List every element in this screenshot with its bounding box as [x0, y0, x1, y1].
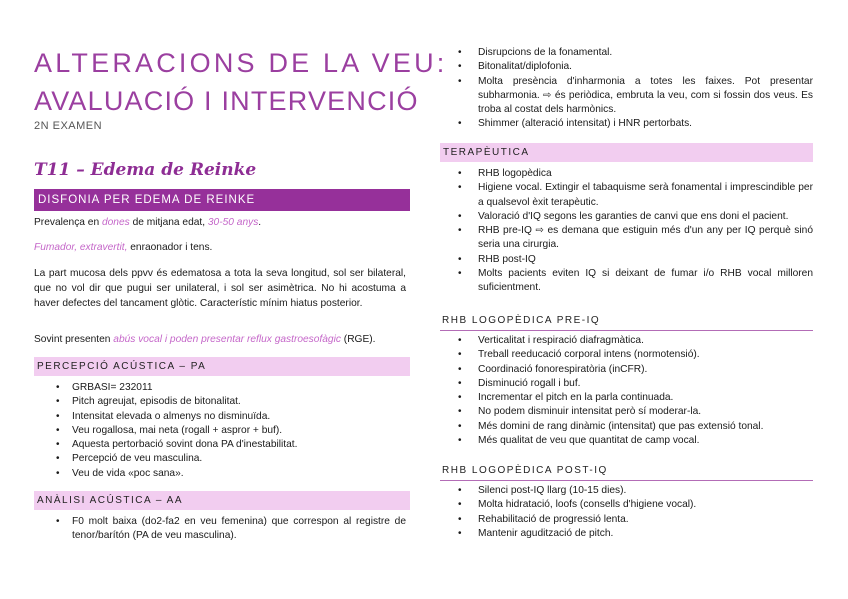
list-item: • Més domini de rang dinàmic (intensitat) que pas extensió tonal. — [440, 420, 813, 434]
text: Prevalença en — [34, 217, 102, 228]
page-title-line2: AVALUACIÓ I INTERVENCIÓ — [34, 86, 419, 116]
highlight-text: abús vocal i poden presentar reflux gastroesofàgic — [113, 334, 341, 345]
section-heading-pa: PERCEPCIÓ ACÚSTICA – PA — [34, 357, 410, 376]
list-pre-iq — [440, 334, 813, 448]
list-item: • Coordinació fonorespiratòria (inCFR). — [440, 363, 813, 377]
list-item: • Molts pacients eviten IQ si deixant de fumar i/o RHB vocal milloren suficientment. — [440, 267, 813, 296]
list-item: • RHB pre-IQ ⇨ es demana que estiguin més d'un any per IQ perquè sinó seria una cirurgia. — [440, 224, 813, 253]
list-item: • Molta hidratació, loofs (consells d'higiene vocal). — [440, 498, 813, 512]
list-item: • Aquesta pertorbació sovint dona PA d'inestabilitat. — [34, 438, 406, 452]
subtitle: 2N EXAMEN — [34, 120, 103, 132]
list-terapeutica — [440, 167, 813, 296]
section-heading-terapeutica: TERAPÈUTICA — [440, 143, 813, 162]
list-item: • Higiene vocal. Extingir el tabaquisme serà fonamental i imprescindible per a qualsevol èxit terapèutic. — [440, 181, 813, 210]
list-item: • Rehabilitació de progressió lenta. — [440, 513, 813, 527]
list-item: • Veu rogallosa, mai neta (rogall + aspror + buf). — [34, 424, 406, 438]
list-item: • RHB post-IQ — [440, 253, 813, 267]
list-item: • Bitonalitat/diplofonia. — [440, 60, 813, 74]
section-heading-disfonia: DISFONIA PER EDEMA DE REINKE — [34, 189, 410, 211]
highlight-text: Fumador, extravertit, — [34, 242, 128, 253]
paragraph-description: La part mucosa dels ppvv és edematosa a tota la seva longitud, sol ser bilateral, que no vol dir que pugui ser unilateral, i sol ser asimètrica. No hi acostuma a haver defectes del tancament glòtic. Característic mínim hiatus posterior. — [34, 268, 406, 309]
list-item: • Més qualitat de veu que quantitat de camp vocal. — [440, 434, 813, 448]
list-item: • Valoració d'IQ segons les garanties de canvi que ens doni el pacient. — [440, 210, 813, 224]
highlight-text: 30-50 anys — [207, 217, 259, 228]
list-item: • Verticalitat i respiració diafragmàtica. — [440, 334, 813, 348]
highlight-text: dones — [101, 217, 130, 228]
list-item: • Silenci post-IQ llarg (10-15 dies). — [440, 484, 813, 498]
list-item: • Disminució rogall i buf. — [440, 377, 813, 391]
topic-heading: T11 – Edema de Reinke — [34, 160, 257, 180]
list-item: • Shimmer (alteració intensitat) i HNR pertorbats. — [440, 117, 813, 131]
list-item: • Veu de vida «poc sana». — [34, 467, 406, 481]
list-pa — [34, 381, 406, 481]
text: de mitjana edat, — [129, 217, 208, 228]
paragraph-abuse — [34, 332, 406, 347]
list-item: • F0 molt baixa (do2-fa2 en veu femenina) que correspon al registre de tenor/barítón (PA de veu masculina). — [34, 515, 406, 544]
section-heading-aa: ANÀLISI ACÚSTICA – AA — [34, 491, 410, 510]
paragraph-profile — [34, 240, 406, 255]
list-item: • Treball reeducació corporal intens (normotensió). — [440, 348, 813, 362]
section-heading-pre-iq: RHB LOGOPÈDICA PRE-IQ — [440, 311, 813, 331]
list-aa — [34, 515, 406, 544]
text: enraonador i tens. — [127, 242, 213, 253]
section-heading-post-iq: RHB LOGOPÈDICA POST-IQ — [440, 461, 813, 481]
list-item: • Incrementar el pitch en la parla continuada. — [440, 391, 813, 405]
list-item: • Pitch agreujat, episodis de bitonalitat. — [34, 395, 406, 409]
text: (RGE). — [340, 334, 376, 345]
paragraph-prevalence — [34, 215, 406, 230]
list-item: • RHB logopèdica — [440, 167, 813, 181]
list-item: • Disrupcions de la fonamental. — [440, 46, 813, 60]
list-item: • Intensitat elevada o almenys no disminuïda. — [34, 410, 406, 424]
text: Sovint presenten — [34, 334, 114, 345]
list-item: • Percepció de veu masculina. — [34, 452, 406, 466]
list-item: • No podem disminuir intensitat però sí moderar-la. — [440, 405, 813, 419]
page-title-line1: ALTERACIONS DE LA VEU: — [34, 48, 448, 78]
list-item: • GRBASI= 232011 — [34, 381, 406, 395]
text: . — [258, 217, 262, 228]
list-item: • Mantenir agudització de pitch. — [440, 527, 813, 541]
list-post-iq — [440, 484, 813, 541]
list-item: • Molta presència d'inharmonia a totes les faixes. Pot presentar subharmonia. ⇨ és periòdica, embruta la veu, com si fossin dos veus. Es troba al costat dels harmònics. — [440, 75, 813, 118]
list-aa-continued — [440, 46, 813, 132]
